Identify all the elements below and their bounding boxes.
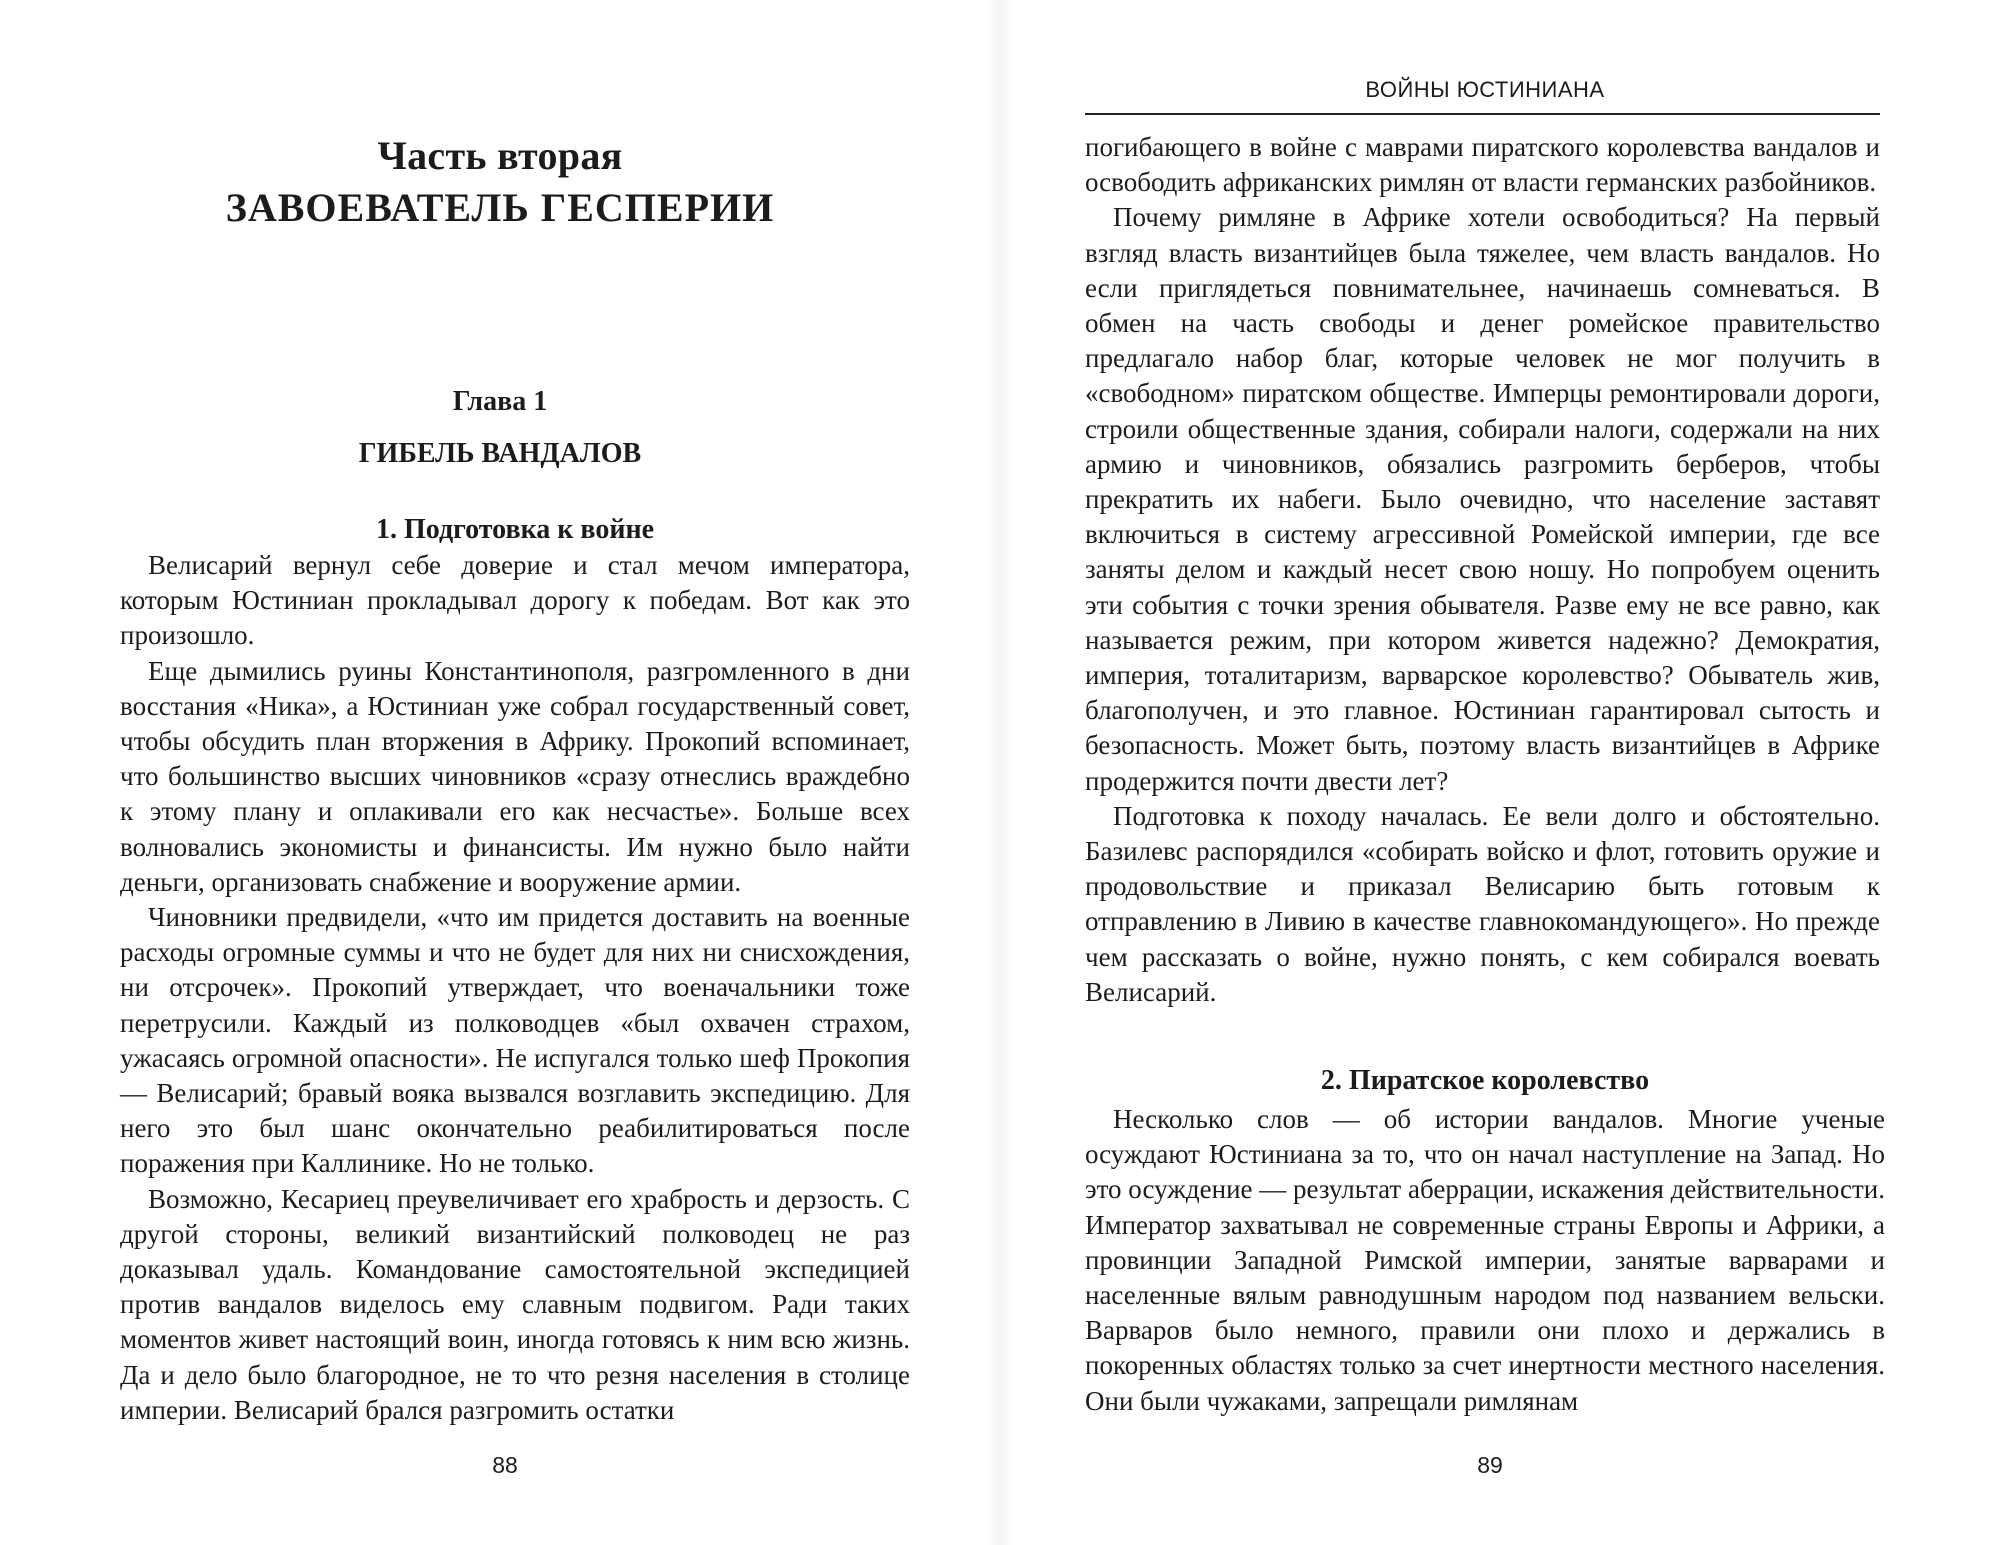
right-body-text-top <box>1085 130 1880 1010</box>
paragraph: Возможно, Кесариец преувеличивает его храбрость и дерзость. С другой стороны, великий византийский полководец не раз доказывал удаль. Командование самостоятельной экспедицией против вандалов виделось ему славным подвигом. Ради таких моментов живет настоящий воин, иногда готовясь к ним всю жизнь. Да и дело было благородное, не то что резня населения в столице империи. Велисарий брался разгромить остатки <box>120 1183 910 1425</box>
left-body-text <box>120 548 910 1428</box>
chapter-title: ГИБЕЛЬ ВАНДАЛОВ <box>358 438 642 469</box>
running-head-rule <box>1085 113 1880 115</box>
paragraph: Подготовка к походу началась. Ее вели долго и обстоятельно. Базилевс распорядился «собирать войско и флот, готовить оружие и продовольствие и приказал Велисарию быть готовым к отправлению в Ливию в качестве главнокомандующего». Но прежде чем рассказать о войне, нужно понять, с кем собирался воевать Велисарий. <box>1085 800 1880 1007</box>
right-body-text-bottom <box>1085 1102 1885 1419</box>
paragraph: Чиновники предвидели, «что им придется доставить на военные расходы огромные суммы и что не будет для них ни снисхождения, ни отсрочек». Прокопий утверждает, что военачальники тоже перетрусили. Каждый из полководцев «был охвачен страхом, ужасаясь огромной опасности». Не испугался только шеф Прокопия — Велисарий; бравый вояка вызвался возглавить экспедицию. Для него это был шанс окончательно реабилитироваться после поражения при Каллинике. Но не только. <box>120 902 910 1179</box>
running-head: ВОЙНЫ ЮСТИНИАНА <box>1365 77 1605 102</box>
paragraph: Несколько слов — об истории вандалов. Многие ученые осуждают Юстиниана за то, что он начал наступление на Запад. Но это осуждение — результат аберрации, искажения действительности. Император захватывал не современные страны Европы и Африки, а провинции Западной Римской империи, занятые варварами и населенные вялым равнодушным народом под названием вельски. Варваров было немного, правили они плохо и держались в покоренных областях только за счет инертности местного населения. Они были чужаками, запрещали римлянам <box>1085 1104 1885 1416</box>
section-heading-2: 2. Пиратское королевство <box>1320 1065 1650 1096</box>
book-title: ЗАВОЕВАТЕЛЬ ГЕСПЕРИИ <box>225 185 775 230</box>
chapter-label: Глава 1 <box>452 386 548 417</box>
section-heading-1: 1. Подготовка к войне <box>375 514 655 545</box>
paragraph: Почему римляне в Африке хотели освободиться? На первый взгляд власть византийцев была тяжелее, чем власть вандалов. Но если приглядеться повнимательнее, начинаешь сомневаться. В обмен на часть свободы и денег ромейское правительство предлагало набор благ, которые человек не мог получить в «свободном» пиратском обществе. Имперцы ремонтировали дороги, строили общественные здания, собирали налоги, содержали на них армию и чиновников, обязались разгромить берберов, чтобы прекратить их набеги. Было очевидно, что население заставят включиться в систему агрессивной Ромейской империи, где все заняты делом и каждый несет свою ношу. Но попробуем оценить эти события с точки зрения обывателя. Разве ему не все равно, как называется режим, при котором живется надежно? Демократия, империя, тоталитаризм, варварское королевство? Обыватель жив, благополучен, и это главное. Юстиниан гарантировал сытость и безопасность. Может быть, поэтому власть византийцев в Африке продержится почти двести лет? <box>1085 202 1880 796</box>
page-number-left: 88 <box>492 1452 518 1478</box>
paragraph: Велисарий вернул себе доверие и стал мечом императора, которым Юстиниан прокладывал дорогу к победам. Вот как это произошло. <box>120 550 910 651</box>
paragraph: погибающего в войне с маврами пиратского королевства вандалов и освободить африканских римлян от власти германских разбойников. <box>1085 132 1880 198</box>
page-number-right: 89 <box>1477 1452 1503 1478</box>
paragraph: Еще дымились руины Константинополя, разгромленного в дни восстания «Ника», а Юстиниан уже собрал государственный совет, чтобы обсудить план вторжения в Африку. Прокопий вспоминает, что большинство высших чиновников «сразу отнеслись враждебно к этому плану и оплакивали его как несчастье». Больше всех волновались экономисты и финансисты. Им нужно было найти деньги, организовать снабжение и вооружение армии. <box>120 655 910 897</box>
book-gutter <box>985 0 1015 1545</box>
part-title: Часть вторая <box>377 133 623 178</box>
